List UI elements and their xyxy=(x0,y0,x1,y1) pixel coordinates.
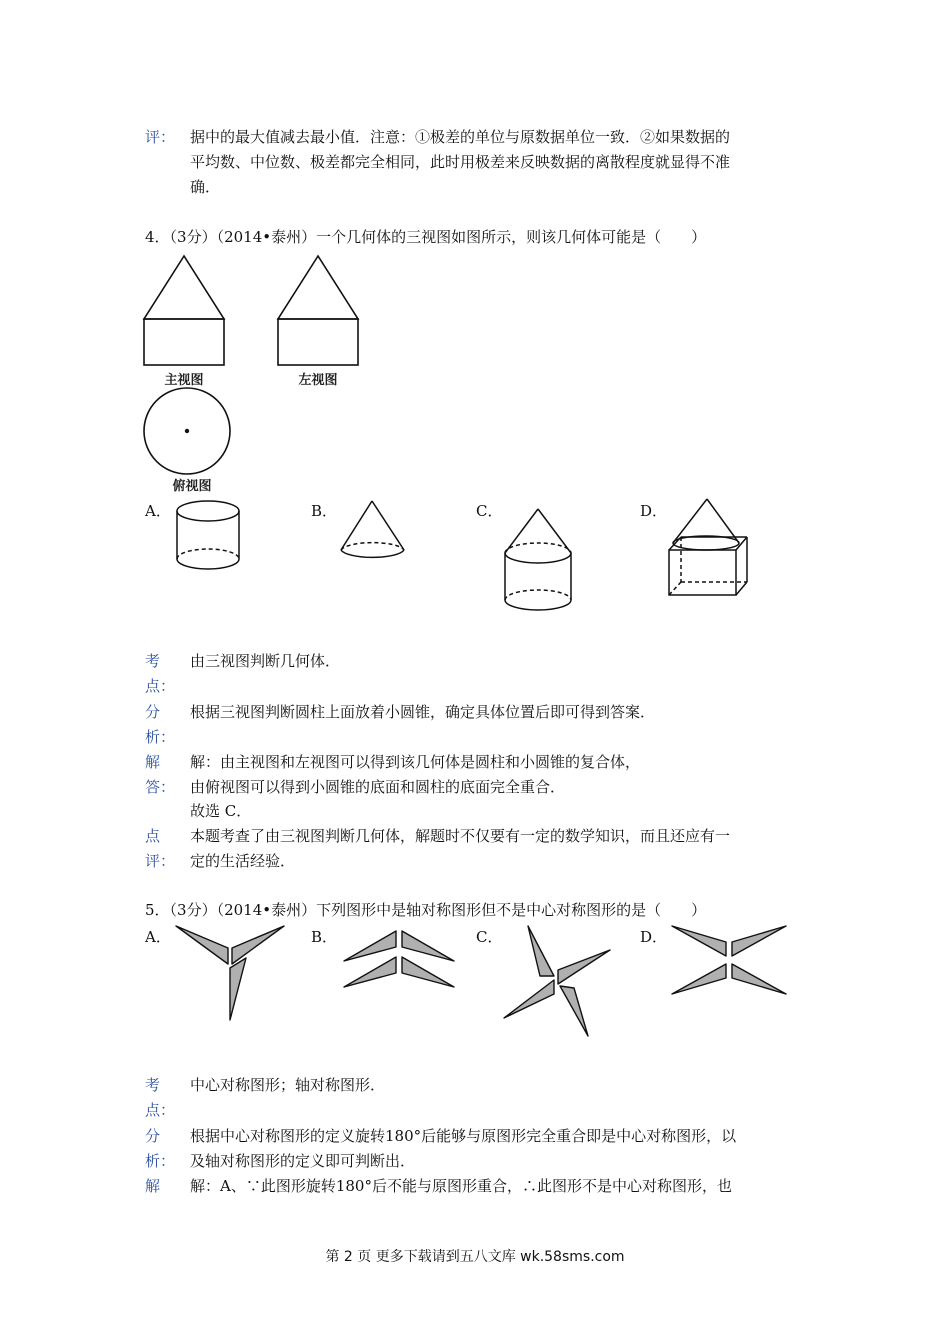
front-view-triangle xyxy=(144,256,224,319)
q5-fenxi-line-1: 根据中心对称图形的定义旋转180°后能够与原图形完全重合即是中心对称图形，以 xyxy=(190,1127,737,1145)
q5-kaodian-label-1: 考 xyxy=(145,1076,161,1094)
q5-option-c-figure xyxy=(500,920,615,1040)
q5-fenxi-label-1: 分 xyxy=(145,1127,161,1145)
q4-jieda-line-1: 解：由主视图和左视图可以得到该几何体是圆柱和小圆锥的复合体， xyxy=(190,753,641,771)
q5-option-b-label: B． xyxy=(311,928,338,946)
q4-fenxi-label-2: 析： xyxy=(145,728,176,746)
left-view-caption: 左视图 xyxy=(298,373,338,388)
q4-option-b-cone xyxy=(335,495,415,565)
q4-kaodian-label-1: 考 xyxy=(145,652,161,670)
q4-option-c-label: C． xyxy=(476,502,503,520)
q4-stem: 4．（3分）（2014•泰州）一个几何体的三视图如图所示，则该几何体可能是（ ） xyxy=(145,228,707,246)
q5-kaodian-text: 中心对称图形；轴对称图形． xyxy=(190,1076,386,1094)
q3-comment-line-3: 确． xyxy=(190,178,221,196)
q4-fenxi-label-1: 分 xyxy=(145,703,161,721)
q5-option-a-label: A． xyxy=(145,928,171,946)
q5-option-d-label: D． xyxy=(640,928,668,946)
q5-fenxi-line-2: 及轴对称图形的定义即可判断出． xyxy=(190,1152,416,1170)
q4-option-a-label: A． xyxy=(145,502,171,520)
q5-option-c-label: C． xyxy=(476,928,503,946)
q3-comment-label: 评： xyxy=(145,128,176,146)
q4-jieda-line-2: 由俯视图可以得到小圆锥的底面和圆柱的底面完全重合． xyxy=(190,778,566,796)
left-view-rect xyxy=(278,319,358,365)
q5-jieda-label-1: 解 xyxy=(145,1177,161,1195)
q5-jieda-line-1: 解：A、∵此图形旋转180°后不能与原图形重合，∴此图形不是中心对称图形，也 xyxy=(190,1177,732,1195)
q4-dianping-label-2: 评： xyxy=(145,852,176,870)
page-footer: 第 2 页 更多下载请到五八文库 wk.58sms.com xyxy=(325,1249,625,1265)
q4-dianping-label-1: 点 xyxy=(145,827,161,845)
q4-option-c-cone-on-cylinder xyxy=(500,505,580,615)
q5-kaodian-label-2: 点： xyxy=(145,1101,176,1119)
q4-option-b-label: B． xyxy=(311,502,338,520)
q4-option-d-cone-on-cube xyxy=(665,495,755,600)
q5-stem: 5．（3分）（2014•泰州）下列图形中是轴对称图形但不是中心对称图形的是（ ） xyxy=(145,901,707,919)
q5-option-a-figure xyxy=(170,920,290,1025)
q4-three-views-figure xyxy=(140,250,380,500)
q3-comment-line-2: 平均数、中位数、极差都完全相同，此时用极差来反映数据的离散程度就显得不准 xyxy=(190,153,731,171)
left-view-triangle xyxy=(278,256,358,319)
top-view-caption: 俯视图 xyxy=(172,479,212,494)
q3-comment-line-1: 据中的最大值减去最小值．注意：①极差的单位与原数据单位一致．②如果数据的 xyxy=(190,128,731,146)
q4-jieda-line-3: 故选 C． xyxy=(190,802,252,820)
q5-option-b-figure xyxy=(340,925,460,990)
q4-kaodian-label-2: 点： xyxy=(145,677,176,695)
q4-jieda-label-2: 答： xyxy=(145,778,176,796)
q4-dianping-line-1: 本题考查了由三视图判断几何体，解题时不仅要有一定的数学知识，而且还应有一 xyxy=(190,827,731,845)
q4-dianping-line-2: 定的生活经验． xyxy=(190,852,296,870)
q5-fenxi-label-2: 析： xyxy=(145,1152,176,1170)
q4-option-a-cylinder xyxy=(170,495,250,580)
q4-option-d-label: D． xyxy=(640,502,668,520)
top-view-center-dot xyxy=(185,429,189,433)
front-view-caption: 主视图 xyxy=(164,373,204,388)
q5-option-d-figure xyxy=(668,920,793,1000)
front-view-rect xyxy=(144,319,224,365)
q4-jieda-label-1: 解 xyxy=(145,753,161,771)
q4-kaodian-text: 由三视图判断几何体． xyxy=(190,652,341,670)
q4-fenxi-text: 根据三视图判断圆柱上面放着小圆锥，确定具体位置后即可得到答案． xyxy=(190,703,656,721)
